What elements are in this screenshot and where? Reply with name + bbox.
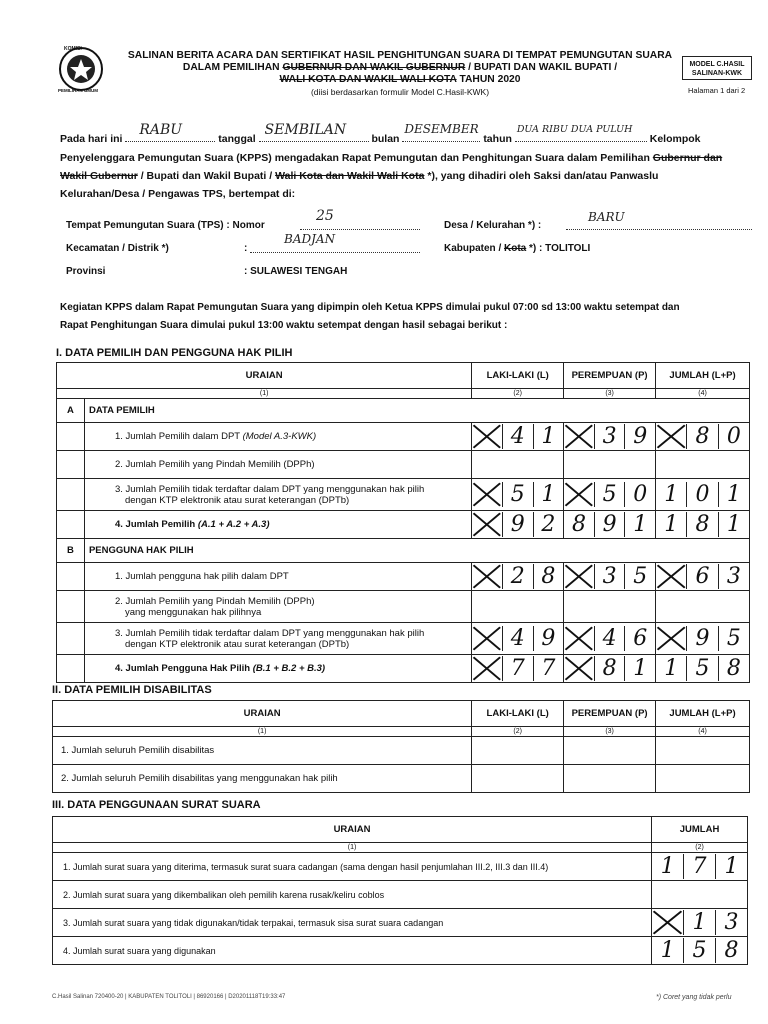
s2-num-3: (3)	[564, 727, 656, 737]
desa-label: Desa / Kelurahan *) :	[444, 220, 542, 231]
row-letter	[57, 511, 85, 539]
digit: 3	[724, 910, 739, 935]
s3-header-jumlah: JUMLAH	[652, 817, 748, 843]
model-box: MODEL C.HASIL SALINAN-KWK	[682, 56, 752, 80]
digit: 1	[652, 854, 684, 879]
row-letter	[57, 479, 85, 511]
digit: 1	[633, 656, 648, 681]
digit-cell	[656, 423, 750, 451]
table-row	[57, 623, 750, 655]
row-label: 3. Jumlah Pemilih tidak terdaftar dalam DPT yang menggunakan hak pilih dengan KTP elektronik atau surat keterangan (DPTb)	[84, 623, 471, 655]
s2-num-2: (2)	[472, 727, 564, 737]
digit: 3	[595, 424, 626, 449]
digit: 9	[541, 626, 556, 651]
digit-cell	[656, 591, 750, 623]
table-row	[57, 451, 750, 479]
digit: 8	[564, 512, 595, 537]
s3-num-1: (1)	[53, 843, 652, 853]
digit-cell	[656, 451, 750, 479]
table-row	[57, 563, 750, 591]
provinsi-label: Provinsi	[66, 266, 106, 277]
digit: 8	[541, 564, 556, 589]
tps-value: 25	[316, 208, 334, 224]
digit-cell	[564, 623, 656, 655]
digit: 3	[595, 564, 626, 589]
cross-mark	[472, 424, 503, 449]
row-label: 1. Jumlah surat suara yang diterima, termasuk surat suara cadangan (sama dengan hasil penjumlahan III.2, III.3 dan III.4)	[53, 853, 652, 881]
digit: 1	[541, 424, 556, 449]
s3-num-2: (2)	[652, 843, 748, 853]
cross-mark	[564, 424, 595, 449]
row-letter	[57, 655, 85, 683]
digit: 1	[726, 482, 741, 507]
digit-cell	[564, 591, 656, 623]
digit: 5	[726, 626, 741, 651]
section1-title: I. DATA PEMILIH DAN PENGGUNA HAK PILIH	[56, 347, 293, 359]
header-laki: LAKI-LAKI (L)	[472, 363, 564, 389]
digit: 7	[541, 656, 556, 681]
digit-cell	[564, 423, 656, 451]
cross-mark	[472, 512, 503, 537]
desa-value: BARU	[588, 210, 625, 224]
desa-field	[566, 229, 752, 230]
row-letter	[57, 591, 85, 623]
digit-cell	[656, 479, 750, 511]
digit: 9	[687, 626, 718, 651]
table-row	[53, 909, 748, 937]
digit-cell	[472, 737, 564, 765]
section2-title: II. DATA PEMILIH DISABILITAS	[52, 684, 212, 696]
kegiatan-line-1: Kegiatan KPPS dalam Rapat Pemungutan Suara yang dipimpin oleh Ketua KPPS dimulai pukul 07:00 sd 13:00 waktu setempat dan	[60, 302, 680, 313]
digit: 4	[503, 424, 534, 449]
table-row	[53, 853, 748, 881]
digit-cell	[472, 451, 564, 479]
num-4: (4)	[656, 389, 750, 399]
digit: 5	[687, 656, 718, 681]
footer-right: *) Coret yang tidak perlu	[656, 994, 732, 1001]
kpu-logo	[58, 46, 104, 92]
digit: 1	[656, 512, 687, 537]
digit-cell	[564, 451, 656, 479]
table-row	[57, 591, 750, 623]
tps-label: Tempat Pemungutan Suara (TPS) : Nomor	[66, 220, 265, 231]
digit-cell	[652, 937, 748, 965]
digit: 1	[656, 656, 687, 681]
kecamatan-value: BADJAN	[284, 232, 336, 246]
digit-cell	[656, 765, 750, 793]
section3-title: III. DATA PENGGUNAAN SURAT SUARA	[52, 799, 261, 811]
digit: 0	[726, 424, 741, 449]
kegiatan-line-2: Rapat Penghitungan Suara dimulai pukul 13:00 waktu setempat dengan hasil sebagai berikut :	[60, 320, 508, 331]
header-uraian: URAIAN	[57, 363, 472, 389]
s3-header-uraian: URAIAN	[53, 817, 652, 843]
s2-header-jumlah: JUMLAH (L+P)	[656, 701, 750, 727]
digit-cell	[564, 765, 656, 793]
digit: 0	[687, 482, 718, 507]
digit: 4	[595, 626, 626, 651]
digit-cell	[564, 479, 656, 511]
kecamatan-colon: :	[244, 243, 248, 254]
title-line-1: SALINAN BERITA ACARA DAN SERTIFIKAT HASIL PENGHITUNGAN SUARA DI TEMPAT PEMUNGUTAN SUARA	[127, 50, 673, 61]
cross-mark	[656, 626, 687, 651]
row-label: 3. Jumlah Pemilih tidak terdaftar dalam DPT yang menggunakan hak pilih dengan KTP elektronik atau surat keterangan (DPTb)	[84, 479, 471, 511]
digit: 8	[687, 424, 718, 449]
section2-table	[52, 700, 750, 793]
digit: 2	[503, 564, 534, 589]
row-label: 1. Jumlah Pemilih dalam DPT (Model A.3-KWK)	[84, 423, 471, 451]
s2-header-laki: LAKI-LAKI (L)	[472, 701, 564, 727]
kecamatan-label: Kecamatan / Distrik *)	[66, 243, 169, 254]
digit: 2	[541, 512, 556, 537]
logo-text-bottom: PEMILIHAN UMUM	[58, 88, 98, 93]
row-label: 2. Jumlah Pemilih yang Pindah Memilih (DPPh)	[84, 451, 471, 479]
digit-cell	[656, 737, 750, 765]
page-number: Halaman 1 dari 2	[688, 86, 746, 95]
digit: 8	[724, 938, 739, 963]
digit: 1	[684, 910, 716, 935]
table-row	[57, 423, 750, 451]
group-a-letter: A	[57, 399, 85, 423]
digit-cell	[656, 511, 750, 539]
row-label: 4. Jumlah Pemilih (A.1 + A.2 + A.3)	[84, 511, 471, 539]
section3-table	[52, 816, 748, 965]
tanggal-value: SEMBILAN	[264, 122, 347, 138]
subtitle: (diisi berdasarkan formulir Model C.Hasil-KWK)	[310, 87, 490, 97]
digit: 0	[633, 482, 648, 507]
digit: 7	[684, 854, 716, 879]
section1-table	[56, 362, 750, 683]
num-3: (3)	[564, 389, 656, 399]
digit-cell	[564, 737, 656, 765]
digit-cell	[472, 655, 564, 683]
digit-cell	[472, 563, 564, 591]
row-label: 4. Jumlah surat suara yang digunakan	[53, 937, 652, 965]
table-row	[53, 937, 748, 965]
digit: 9	[595, 512, 626, 537]
digit-cell	[472, 623, 564, 655]
row-label: 3. Jumlah surat suara yang tidak digunakan/tidak terpakai, termasuk sisa surat suara cadangan	[53, 909, 652, 937]
digit-cell	[652, 909, 748, 937]
digit: 1	[541, 482, 556, 507]
digit-cell	[472, 423, 564, 451]
digit: 5	[503, 482, 534, 507]
digit-cell	[652, 881, 748, 909]
digit: 5	[633, 564, 648, 589]
digit: 9	[503, 512, 534, 537]
kecamatan-field	[250, 252, 420, 253]
footer-left: C.Hasil Salinan 720400-20 | KABUPATEN TOLITOLI | 86920166 | D20201118T19:33:47	[52, 994, 286, 1000]
digit: 1	[724, 854, 739, 879]
table-row	[53, 881, 748, 909]
intro-line-4: Kelurahan/Desa / Pengawas TPS, bertempat di:	[60, 188, 296, 200]
title-line-2: DALAM PEMILIHAN GUBERNUR DAN WAKIL GUBERNUR / BUPATI DAN WAKIL BUPATI /	[182, 62, 618, 73]
title-line-3: WALI KOTA DAN WAKIL WALI KOTA TAHUN 2020	[279, 74, 521, 85]
digit: 4	[503, 626, 534, 651]
cross-mark	[472, 626, 503, 651]
digit: 7	[503, 656, 534, 681]
digit: 8	[595, 656, 626, 681]
table-row	[57, 511, 750, 539]
digit: 6	[633, 626, 648, 651]
digit: 8	[687, 512, 718, 537]
header-jumlah: JUMLAH (L+P)	[656, 363, 750, 389]
digit-cell	[564, 655, 656, 683]
tahun-value: DUA RIBU DUA PULUH	[516, 124, 633, 135]
digit: 1	[633, 512, 648, 537]
cross-mark	[564, 656, 595, 681]
kabupaten-label: Kabupaten / Kota *) : TOLITOLI	[444, 243, 591, 254]
digit: 6	[687, 564, 718, 589]
row-letter	[57, 623, 85, 655]
cross-mark	[472, 564, 503, 589]
logo-text-top: KOMISI	[64, 46, 82, 52]
row-label: 1. Jumlah pengguna hak pilih dalam DPT	[84, 563, 471, 591]
digit: 1	[726, 512, 741, 537]
digit-cell	[656, 655, 750, 683]
provinsi-value: : SULAWESI TENGAH	[244, 266, 348, 277]
row-label: 1. Jumlah seluruh Pemilih disabilitas	[53, 737, 472, 765]
group-b-title: PENGGUNA HAK PILIH	[84, 539, 749, 563]
s2-num-4: (4)	[656, 727, 750, 737]
digit-cell	[652, 853, 748, 881]
cross-mark	[472, 656, 503, 681]
digit-cell	[656, 623, 750, 655]
digit-cell	[472, 479, 564, 511]
row-label: 2. Jumlah Pemilih yang Pindah Memilih (DPPh) yang menggunakan hak pilihnya	[84, 591, 471, 623]
table-row	[57, 655, 750, 683]
digit-cell	[472, 591, 564, 623]
digit: 3	[726, 564, 741, 589]
cross-mark	[564, 482, 595, 507]
row-letter	[57, 563, 85, 591]
digit: 5	[684, 938, 716, 963]
intro-line-2: Penyelenggara Pemungutan Suara (KPPS) mengadakan Rapat Pemungutan dan Penghitungan Suara dalam Pemilihan Gubernur dan	[60, 152, 723, 164]
cross-mark	[656, 564, 687, 589]
digit-cell	[472, 511, 564, 539]
table-row	[57, 479, 750, 511]
cross-mark	[656, 424, 687, 449]
s2-num-1: (1)	[53, 727, 472, 737]
row-letter	[57, 451, 85, 479]
cross-mark	[564, 626, 595, 651]
table-row	[53, 737, 750, 765]
num-1: (1)	[57, 389, 472, 399]
row-label: 2. Jumlah surat suara yang dikembalikan oleh pemilih karena rusak/keliru coblos	[53, 881, 652, 909]
num-2: (2)	[472, 389, 564, 399]
row-label: 2. Jumlah seluruh Pemilih disabilitas yang menggunakan hak pilih	[53, 765, 472, 793]
digit: 8	[726, 656, 741, 681]
cross-mark	[652, 910, 684, 935]
bulan-value: DESEMBER	[404, 122, 479, 136]
s2-header-perempuan: PEREMPUAN (P)	[564, 701, 656, 727]
digit-cell	[656, 563, 750, 591]
intro-line-3: Wakil Gubernur / Bupati dan Wakil Bupati / Wali Kota dan Wakil Wali Kota *), yang dihadiri oleh Saksi dan/atau Panwaslu	[60, 170, 659, 182]
row-label: 4. Jumlah Pengguna Hak Pilih (B.1 + B.2 + B.3)	[84, 655, 471, 683]
digit: 9	[633, 424, 648, 449]
digit-cell	[564, 511, 656, 539]
cross-mark	[472, 482, 503, 507]
digit: 1	[656, 482, 687, 507]
tps-field	[300, 229, 420, 230]
hari-value: RABU	[139, 122, 183, 138]
row-letter	[57, 423, 85, 451]
cross-mark	[564, 564, 595, 589]
s2-header-uraian: URAIAN	[53, 701, 472, 727]
table-row	[53, 765, 750, 793]
group-b-letter: B	[57, 539, 85, 563]
header-perempuan: PEREMPUAN (P)	[564, 363, 656, 389]
intro-line-1: Pada hari ini RABU tanggal SEMBILAN bulan DESEMBER tahun DUA RIBU DUA PULUH Kelompok	[60, 122, 701, 145]
digit-cell	[564, 563, 656, 591]
group-a-title: DATA PEMILIH	[84, 399, 749, 423]
digit: 5	[595, 482, 626, 507]
digit: 1	[652, 938, 684, 963]
digit-cell	[472, 765, 564, 793]
